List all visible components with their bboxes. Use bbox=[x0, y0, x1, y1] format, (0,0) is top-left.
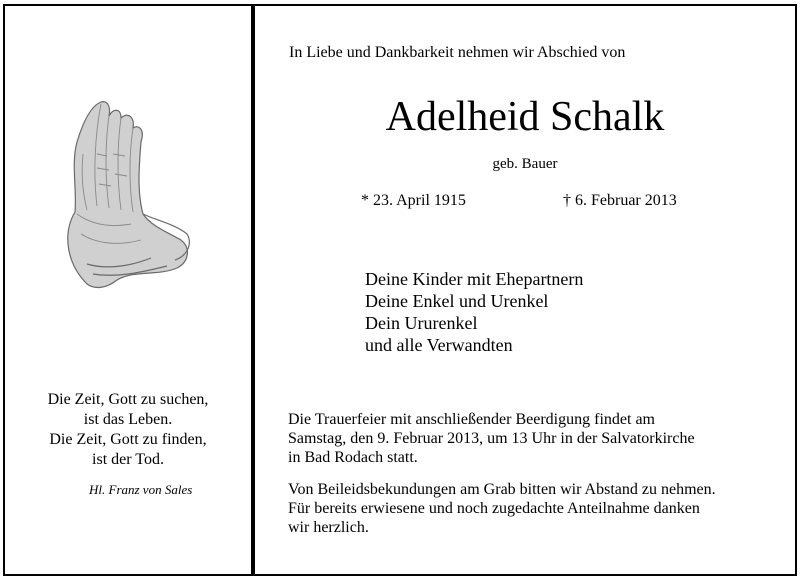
quote-line: ist der Tod. bbox=[92, 451, 164, 468]
mourner-line: Deine Kinder mit Ehepartnern bbox=[365, 269, 584, 289]
birth-date: * 23. April 1915 bbox=[361, 192, 466, 209]
quote bbox=[5, 390, 251, 470]
funeral-line: Die Trauerfeier mit anschließender Beerdigung findet am bbox=[288, 411, 655, 428]
quote-line: ist das Leben. bbox=[83, 411, 173, 428]
mourner-line: Deine Enkel und Urenkel bbox=[365, 291, 549, 311]
death-date: † 6. Februar 2013 bbox=[563, 192, 677, 209]
intro-text: In Liebe und Dankbarkeit nehmen wir Abschied von bbox=[289, 44, 626, 61]
mourner-line: Dein Ururenkel bbox=[365, 313, 478, 333]
quote-author: Hl. Franz von Sales bbox=[89, 482, 193, 497]
birth-name: geb. Bauer bbox=[492, 156, 558, 172]
condolence-note bbox=[288, 480, 716, 537]
quote-line: Die Zeit, Gott zu finden, bbox=[49, 431, 207, 448]
condolence-line: wir herzlich. bbox=[288, 519, 369, 536]
left-panel bbox=[5, 6, 251, 574]
quote-line: Die Zeit, Gott zu suchen, bbox=[47, 391, 209, 408]
mourners-list bbox=[365, 268, 583, 356]
mourner-line: und alle Verwandten bbox=[365, 335, 513, 355]
funeral-line: in Bad Rodach statt. bbox=[288, 449, 418, 466]
condolence-line: Von Beileidsbekundungen am Grab bitten wir Abstand zu nehmen. bbox=[288, 481, 716, 498]
deceased-name: Adelheid Schalk bbox=[385, 94, 665, 140]
funeral-info bbox=[288, 410, 695, 467]
condolence-line: Für bereits erwiesene und noch zugedachte Anteilnahme danken bbox=[288, 500, 700, 517]
praying-hands-icon bbox=[47, 94, 197, 294]
right-panel bbox=[255, 6, 795, 574]
funeral-line: Samstag, den 9. Februar 2013, um 13 Uhr in der Salvatorkirche bbox=[288, 430, 695, 447]
